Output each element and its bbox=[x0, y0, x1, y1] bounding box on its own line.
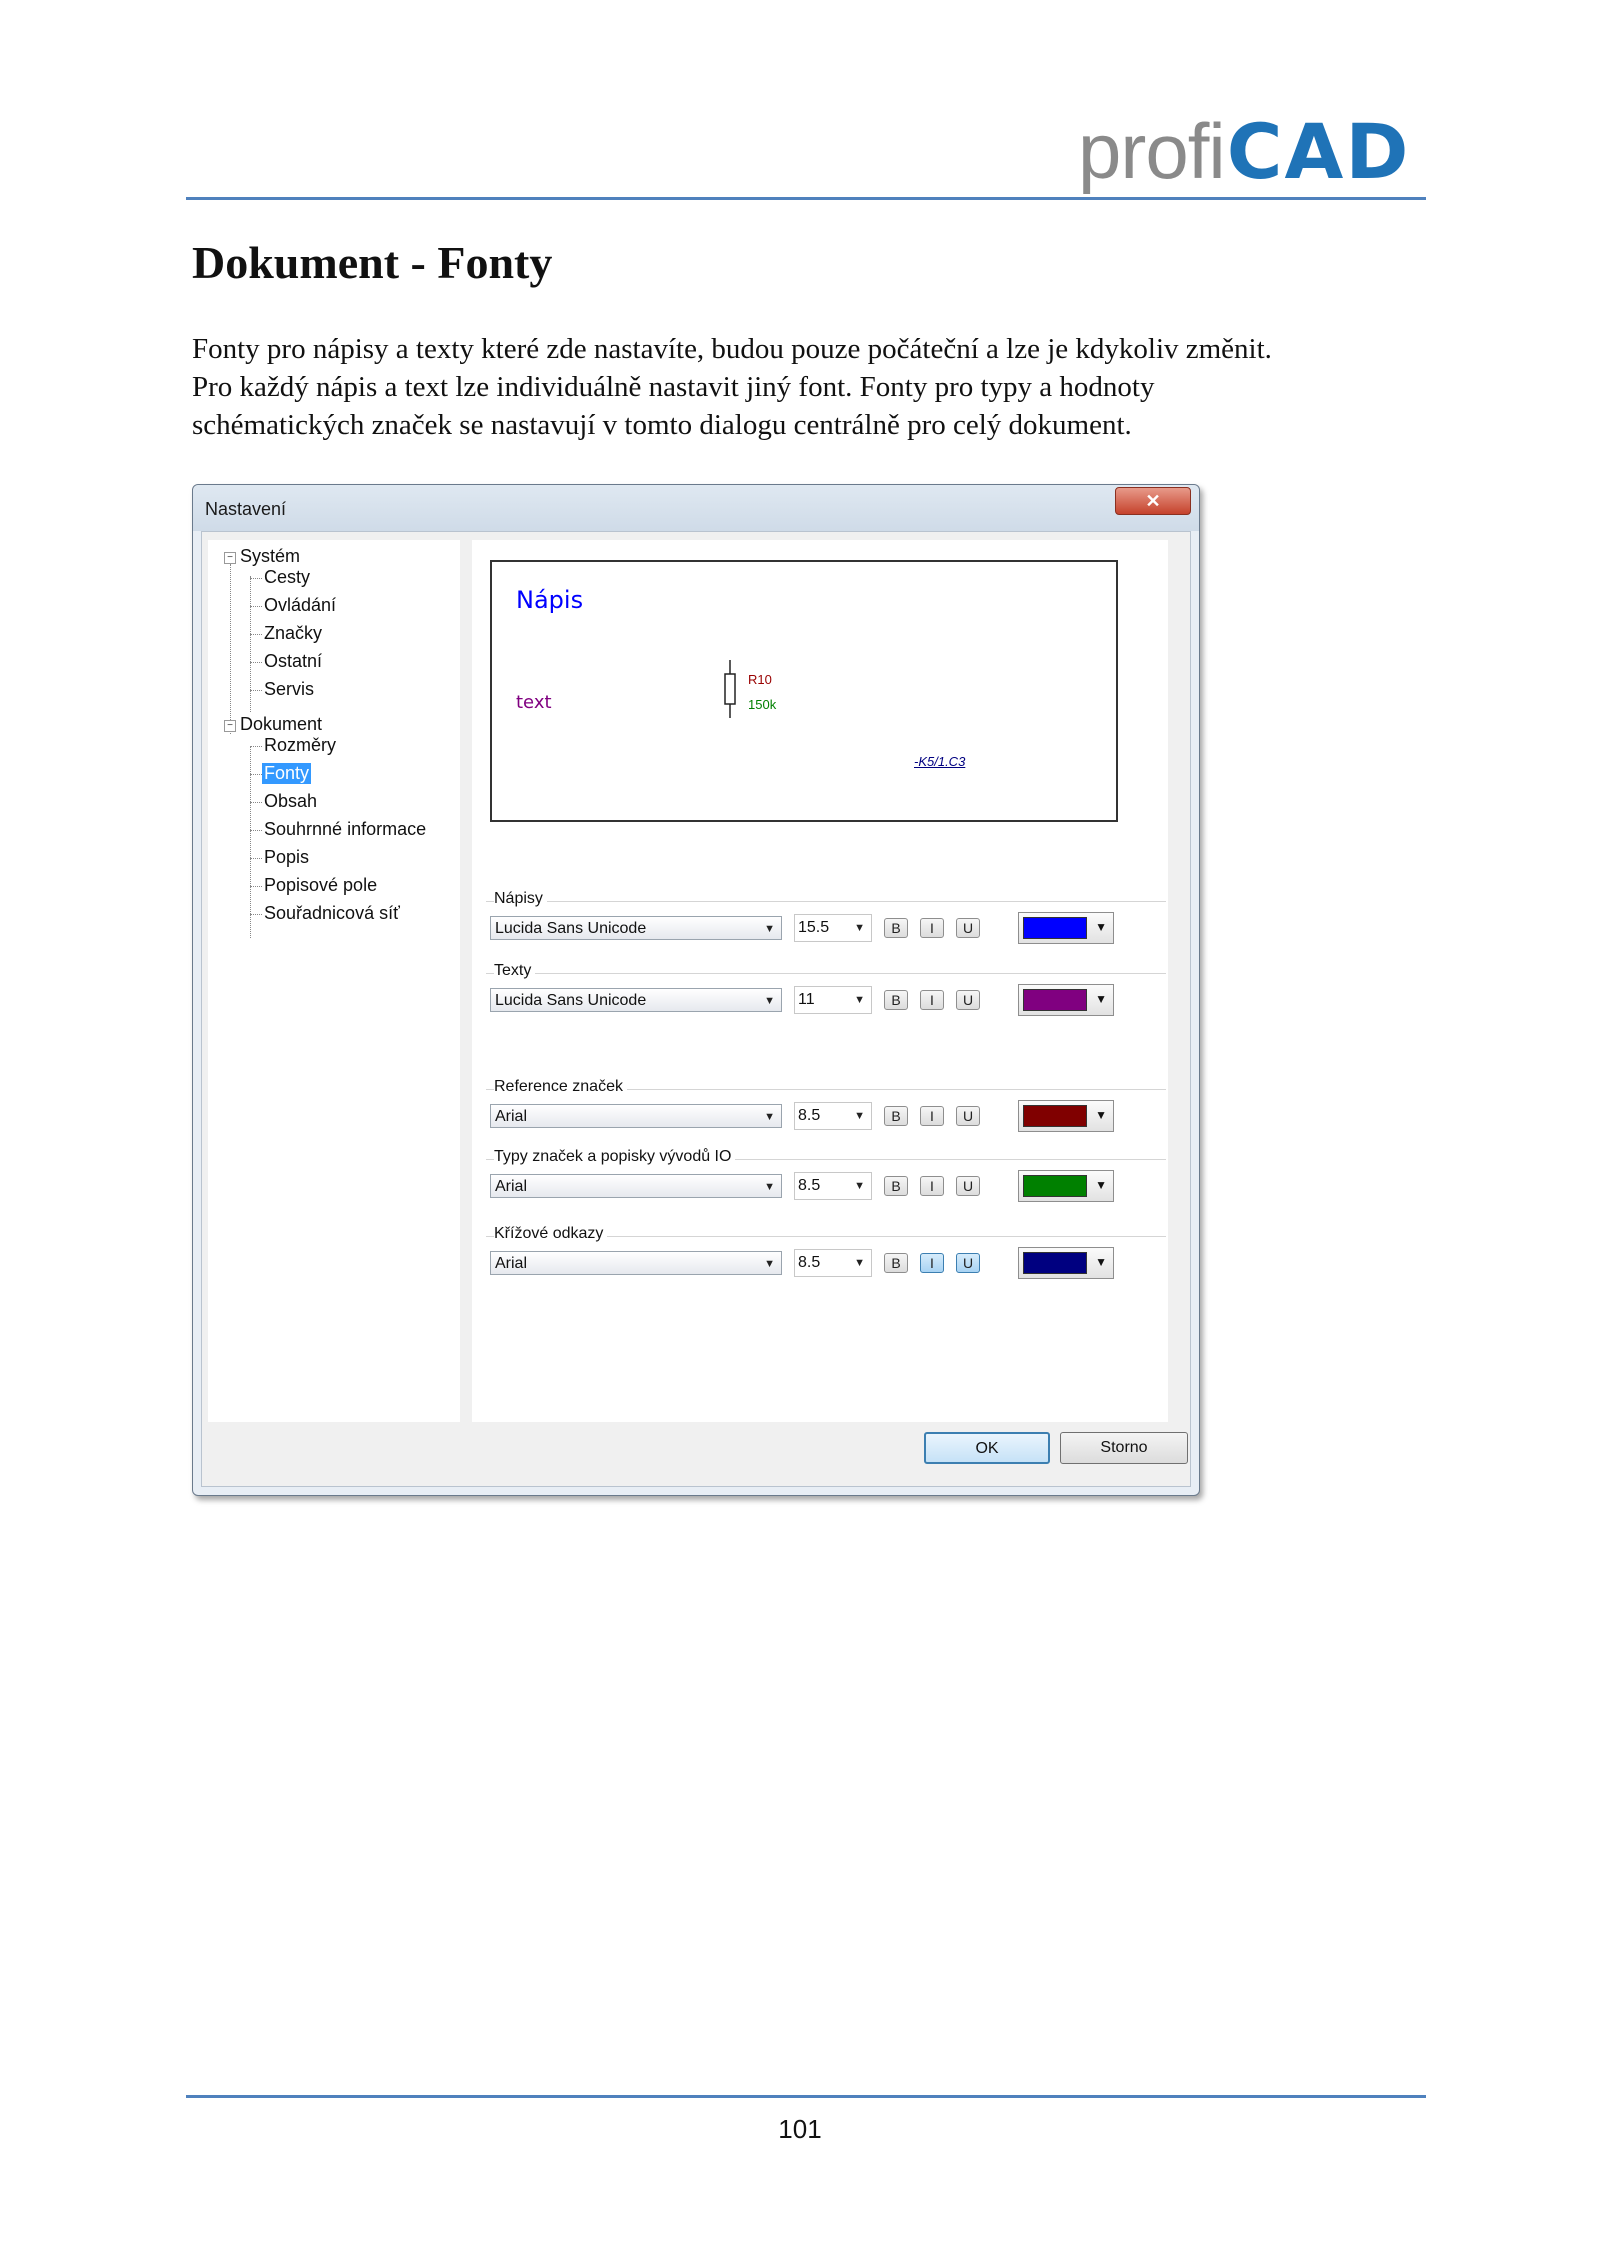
dropdown-arrow-icon: ▼ bbox=[764, 1181, 775, 1193]
settings-dialog bbox=[192, 484, 1200, 1496]
intro-line: Pro každý nápis a text lze individuálně nastavit jiný font. Fonty pro typy a hodnoty bbox=[192, 371, 1155, 403]
close-icon: ✕ bbox=[1145, 491, 1161, 511]
bold-button[interactable]: B bbox=[884, 918, 908, 938]
font-size-select[interactable]: 8.5 ▼ bbox=[794, 1102, 872, 1130]
tree-item-souradnicova-sit[interactable]: Souřadnicová síť bbox=[264, 903, 400, 923]
dropdown-arrow-icon: ▼ bbox=[1095, 1255, 1107, 1269]
color-picker[interactable] bbox=[1018, 984, 1114, 1016]
color-swatch bbox=[1023, 989, 1087, 1011]
dropdown-arrow-icon: ▼ bbox=[1095, 1108, 1107, 1122]
group-label: Nápisy bbox=[494, 890, 547, 908]
color-picker[interactable] bbox=[1018, 1100, 1114, 1132]
header-rule bbox=[186, 197, 1426, 200]
color-swatch bbox=[1023, 1105, 1087, 1127]
tree-item-souhrnne-informace[interactable]: Souhrnné informace bbox=[264, 819, 427, 839]
preview-cross-reference: -K5/1.C3 bbox=[914, 754, 966, 769]
font-family-select[interactable]: Lucida Sans Unicode ▼ bbox=[490, 988, 782, 1012]
tree-item-obsah[interactable]: Obsah bbox=[264, 791, 318, 811]
italic-button[interactable]: I bbox=[920, 990, 944, 1010]
cancel-button[interactable]: Storno bbox=[1060, 1432, 1188, 1464]
settings-tree bbox=[208, 540, 460, 1422]
bold-button[interactable]: B bbox=[884, 1176, 908, 1196]
bold-button[interactable]: B bbox=[884, 1253, 908, 1273]
tree-item-cesty[interactable]: Cesty bbox=[264, 567, 311, 587]
underline-button[interactable]: U bbox=[956, 1106, 980, 1126]
group-label: Texty bbox=[494, 962, 535, 980]
dialog-body bbox=[201, 531, 1191, 1487]
underline-button[interactable]: U bbox=[956, 990, 980, 1010]
close-button[interactable] bbox=[1115, 487, 1191, 515]
font-size-select[interactable]: 11 ▼ bbox=[794, 986, 872, 1014]
preview-value: 150k bbox=[748, 697, 777, 712]
tree-item-rozmery[interactable]: Rozměry bbox=[264, 735, 337, 755]
color-swatch bbox=[1023, 1252, 1087, 1274]
color-picker[interactable] bbox=[1018, 1247, 1114, 1279]
dropdown-arrow-icon: ▼ bbox=[764, 1258, 775, 1270]
tree-item-ostatni[interactable]: Ostatní bbox=[264, 651, 323, 671]
intro-line: schématických značek se nastavují v tomto dialogu centrálně pro celý dokument. bbox=[192, 409, 1132, 441]
collapse-document-icon[interactable]: − bbox=[224, 720, 236, 732]
italic-button[interactable]: I bbox=[920, 1176, 944, 1196]
dropdown-arrow-icon: ▼ bbox=[854, 922, 865, 934]
group-label: Křížové odkazy bbox=[494, 1225, 607, 1243]
font-family-select[interactable]: Lucida Sans Unicode ▼ bbox=[490, 916, 782, 940]
dialog-titlebar bbox=[193, 485, 1199, 531]
underline-button[interactable]: U bbox=[956, 1176, 980, 1196]
color-swatch bbox=[1023, 1175, 1087, 1197]
logo-text-cad: CAD bbox=[1226, 107, 1411, 196]
color-picker[interactable] bbox=[1018, 912, 1114, 944]
tree-item-popisove-pole[interactable]: Popisové pole bbox=[264, 875, 378, 895]
italic-button[interactable]: I bbox=[920, 1253, 944, 1273]
page-number: 101 bbox=[778, 2114, 822, 2144]
dropdown-arrow-icon: ▼ bbox=[764, 995, 775, 1007]
font-size-select[interactable]: 15.5 ▼ bbox=[794, 914, 872, 942]
tree-item-system[interactable]: Systém bbox=[240, 546, 301, 566]
bold-button[interactable]: B bbox=[884, 990, 908, 1010]
ok-button[interactable]: OK bbox=[924, 1432, 1050, 1464]
collapse-system-icon[interactable]: − bbox=[224, 552, 236, 564]
dropdown-arrow-icon: ▼ bbox=[1095, 1178, 1107, 1192]
underline-button[interactable]: U bbox=[956, 1253, 980, 1273]
preview-text: text bbox=[516, 692, 552, 713]
resistor-symbol-icon bbox=[722, 660, 738, 718]
dropdown-arrow-icon: ▼ bbox=[764, 1111, 775, 1123]
font-family-select[interactable]: Arial ▼ bbox=[490, 1174, 782, 1198]
logo-text-profi: profi bbox=[1078, 107, 1225, 195]
font-family-select[interactable]: Arial ▼ bbox=[490, 1251, 782, 1275]
tree-item-znacky[interactable]: Značky bbox=[264, 623, 323, 643]
page-heading: Dokument - Fonty bbox=[192, 237, 553, 288]
dropdown-arrow-icon: ▼ bbox=[1095, 920, 1107, 934]
dropdown-arrow-icon: ▼ bbox=[854, 1110, 865, 1122]
group-label: Reference značek bbox=[494, 1078, 627, 1096]
color-swatch bbox=[1023, 917, 1087, 939]
font-preview bbox=[490, 560, 1118, 822]
font-size-select[interactable]: 8.5 ▼ bbox=[794, 1172, 872, 1200]
dropdown-arrow-icon: ▼ bbox=[764, 923, 775, 935]
color-picker[interactable] bbox=[1018, 1170, 1114, 1202]
bold-button[interactable]: B bbox=[884, 1106, 908, 1126]
italic-button[interactable]: I bbox=[920, 1106, 944, 1126]
dialog-title: Nastavení bbox=[205, 499, 287, 519]
tree-item-fonty[interactable]: Fonty bbox=[264, 763, 310, 783]
dropdown-arrow-icon: ▼ bbox=[854, 1257, 865, 1269]
proficad-logo bbox=[1078, 104, 1411, 196]
dropdown-arrow-icon: ▼ bbox=[854, 1180, 865, 1192]
tree-item-ovladani[interactable]: Ovládání bbox=[264, 595, 337, 615]
dropdown-arrow-icon: ▼ bbox=[1095, 992, 1107, 1006]
underline-button[interactable]: U bbox=[956, 918, 980, 938]
font-size-select[interactable]: 8.5 ▼ bbox=[794, 1249, 872, 1277]
fonts-panel bbox=[472, 540, 1168, 1422]
tree-item-popis[interactable]: Popis bbox=[264, 847, 310, 867]
tree-item-dokument[interactable]: Dokument bbox=[240, 714, 323, 734]
preview-reference: R10 bbox=[748, 672, 772, 687]
dropdown-arrow-icon: ▼ bbox=[854, 994, 865, 1006]
group-label: Typy značek a popisky vývodů IO bbox=[494, 1148, 735, 1166]
tree-item-servis[interactable]: Servis bbox=[264, 679, 315, 699]
intro-paragraph bbox=[192, 330, 1432, 444]
footer-rule bbox=[186, 2095, 1426, 2098]
font-family-select[interactable]: Arial ▼ bbox=[490, 1104, 782, 1128]
intro-line: Fonty pro nápisy a texty které zde nastavíte, budou pouze počáteční a lze je kdykoliv změnit. bbox=[192, 333, 1272, 365]
italic-button[interactable]: I bbox=[920, 918, 944, 938]
preview-napis: Nápis bbox=[516, 586, 584, 614]
